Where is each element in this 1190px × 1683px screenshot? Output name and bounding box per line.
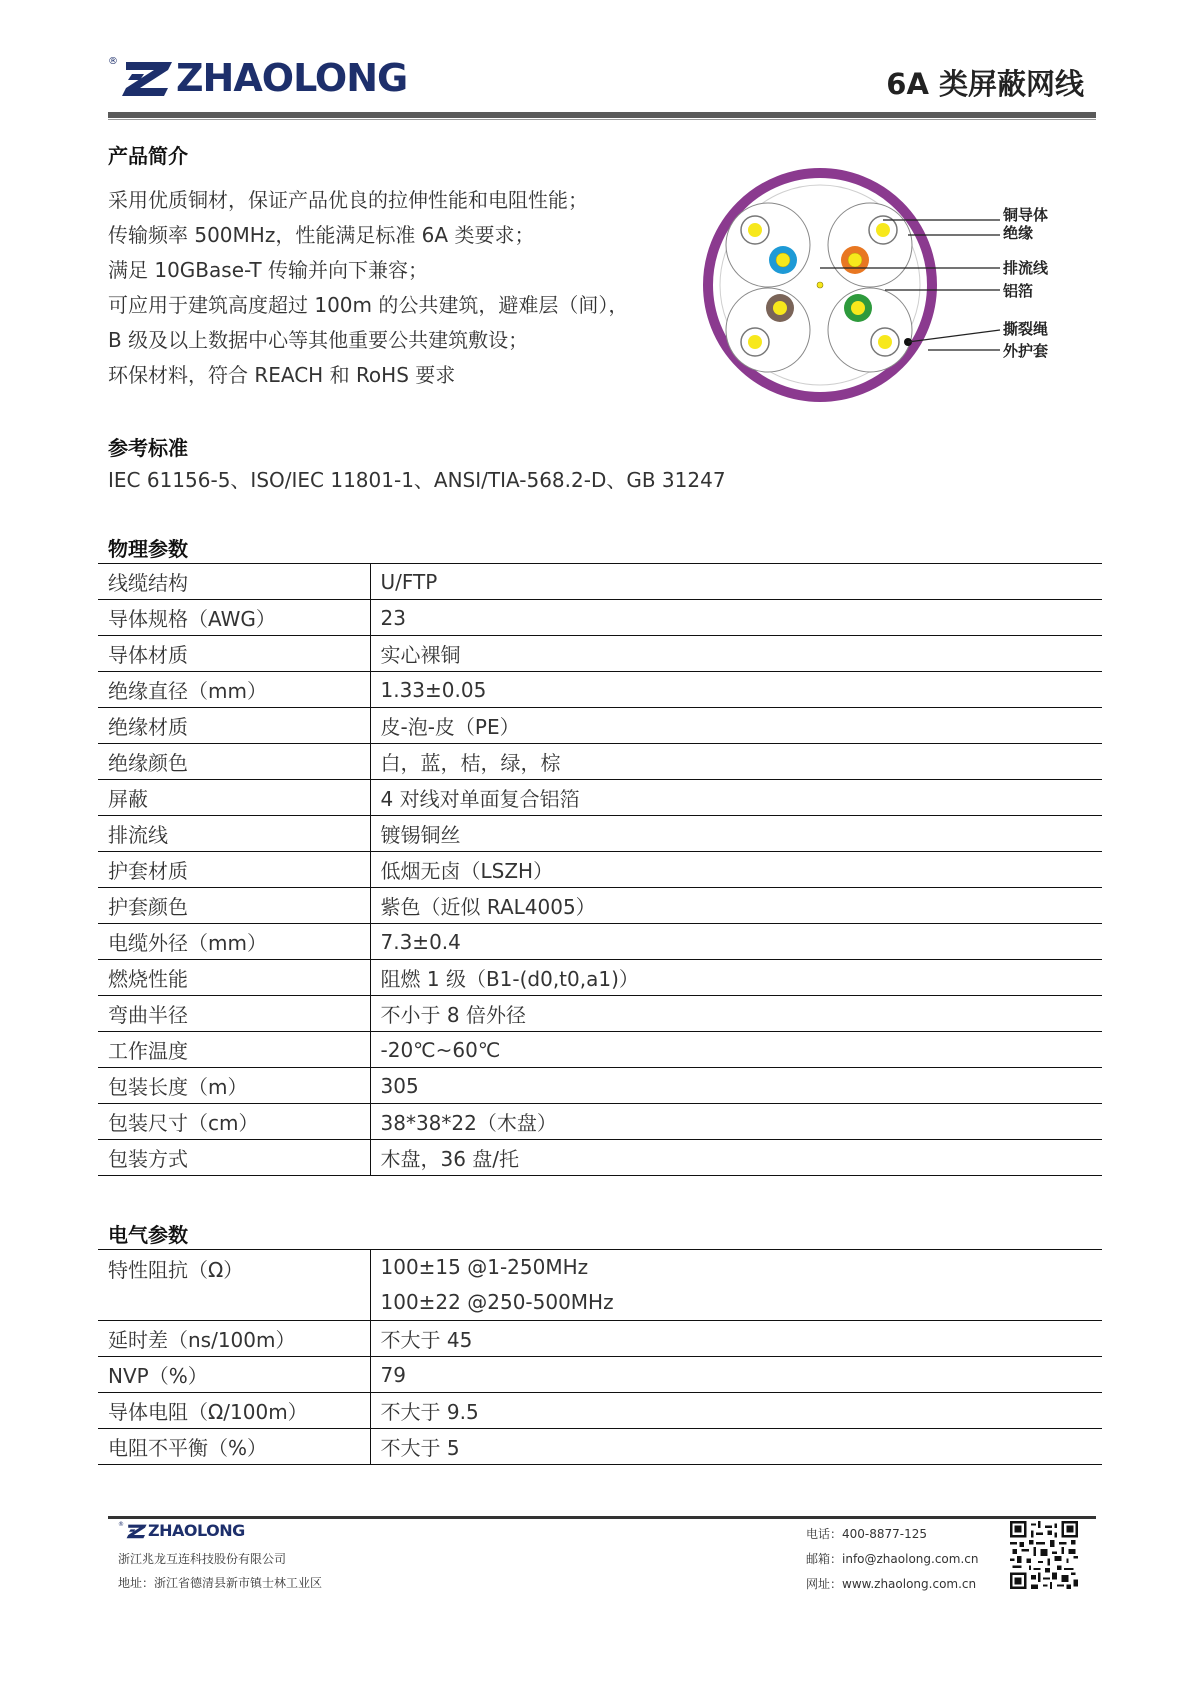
footer-phone: 电话：400-8877-125 [806, 1527, 928, 1541]
table-row [98, 636, 1102, 672]
page-header [108, 48, 1098, 118]
footer-logo [118, 1521, 245, 1540]
registered-mark: ® [118, 1521, 124, 1528]
param-value: 7.3±0.4 [370, 924, 1102, 960]
param-value: 白，蓝，桔，绿，棕 [370, 744, 1102, 780]
brand-name: ZHAOLONG [176, 56, 408, 100]
footer-website[interactable]: 网址：www.zhaolong.com.cn [806, 1577, 977, 1591]
label-insulation: 绝缘 [1003, 224, 1034, 242]
table-row [98, 1068, 1102, 1104]
table-row [98, 1393, 1102, 1429]
param-value: 23 [370, 600, 1102, 636]
label-jacket: 外护套 [1003, 342, 1049, 360]
label-foil: 铝箔 [1003, 282, 1034, 300]
intro-line: 环保材料，符合 REACH 和 RoHS 要求 [108, 363, 456, 387]
standards-text: IEC 61156-5、ISO/IEC 11801-1、ANSI/TIA-568.2-D、GB 31247 [108, 468, 726, 492]
electrical-title: 电气参数 [108, 1223, 188, 1247]
table-row [98, 1357, 1102, 1393]
param-key: 绝缘颜色 [98, 744, 370, 780]
param-key: 燃烧性能 [98, 960, 370, 996]
intro-line: B 级及以上数据中心等其他重要公共建筑敷设； [108, 328, 529, 352]
param-value: 皮-泡-皮（PE） [370, 708, 1102, 744]
param-value-line: 100±22 @250-500MHz [380, 1290, 614, 1314]
param-key: 包装长度（m） [98, 1068, 370, 1104]
param-key: 工作温度 [98, 1032, 370, 1068]
pair-brown [726, 288, 810, 372]
physical-title: 物理参数 [108, 537, 188, 561]
header-rule [108, 112, 1096, 118]
registered-mark: ® [108, 56, 118, 67]
param-key: NVP（%） [98, 1357, 370, 1393]
param-key: 包装尺寸（cm） [98, 1104, 370, 1140]
intro-line: 满足 10GBase-T 传输并向下兼容； [108, 258, 428, 282]
header-rule-thin [108, 119, 1096, 120]
table-row [98, 1104, 1102, 1140]
table-row [98, 1140, 1102, 1176]
param-value: 紫色（近似 RAL4005） [370, 888, 1102, 924]
qr-code-icon [1010, 1521, 1078, 1589]
pair-orange [828, 203, 912, 287]
param-value: 4 对线对单面复合铝箔 [370, 780, 1102, 816]
param-key: 护套材质 [98, 852, 370, 888]
param-key: 延时差（ns/100m） [98, 1321, 370, 1357]
param-value: 实心裸铜 [370, 636, 1102, 672]
footer-brand-name: ZHAOLONG [148, 1521, 245, 1540]
param-value: 不大于 9.5 [370, 1393, 1102, 1429]
table-row [98, 744, 1102, 780]
cable-cross-section-diagram [700, 160, 1080, 410]
footer-address: 地址：浙江省德清县新市镇士林工业区 [118, 1576, 323, 1590]
footer-rule [108, 1516, 1096, 1519]
document-title: 6A 类屏蔽网线 [886, 67, 1084, 101]
param-value: 不大于 45 [370, 1321, 1102, 1357]
param-key: 绝缘直径（mm） [98, 672, 370, 708]
intro-title: 产品简介 [108, 144, 188, 168]
footer-company: 浙江兆龙互连科技股份有限公司 [118, 1552, 287, 1566]
param-key: 特性阻抗（Ω） [98, 1250, 370, 1321]
intro-line: 可应用于建筑高度超过 100m 的公共建筑，避难层（间）， [108, 293, 629, 317]
table-row [98, 1250, 1102, 1321]
brand-logo [108, 56, 407, 100]
param-value: 阻燃 1 级（B1-(d0,t0,a1)） [370, 960, 1102, 996]
footer-email[interactable]: 邮箱：info@zhaolong.com.cn [806, 1552, 979, 1566]
param-value: 不大于 5 [370, 1429, 1102, 1465]
param-key: 排流线 [98, 816, 370, 852]
table-row [98, 780, 1102, 816]
table-row [98, 960, 1102, 996]
param-value: 镀锡铜丝 [370, 816, 1102, 852]
label-ripcord: 撕裂绳 [1003, 320, 1049, 338]
param-value: 1.33±0.05 [370, 672, 1102, 708]
table-row [98, 600, 1102, 636]
param-value: 不小于 8 倍外径 [370, 996, 1102, 1032]
label-drain: 排流线 [1003, 259, 1049, 277]
table-row [98, 708, 1102, 744]
footer-contact [806, 1522, 978, 1597]
table-row [98, 564, 1102, 600]
param-key: 线缆结构 [98, 564, 370, 600]
param-key: 导体电阻（Ω/100m） [98, 1393, 370, 1429]
param-value [370, 1250, 1102, 1321]
param-key: 屏蔽 [98, 780, 370, 816]
param-value: U/FTP [370, 564, 1102, 600]
zhaolong-z-icon [126, 1523, 148, 1539]
table-row [98, 996, 1102, 1032]
param-value: -20℃~60℃ [370, 1032, 1102, 1068]
param-value: 38*38*22（木盘） [370, 1104, 1102, 1140]
table-row [98, 852, 1102, 888]
intro-line: 传输频率 500MHz，性能满足标准 6A 类要求； [108, 223, 535, 247]
table-row [98, 924, 1102, 960]
param-key: 包装方式 [98, 1140, 370, 1176]
param-key: 绝缘材质 [98, 708, 370, 744]
param-key: 护套颜色 [98, 888, 370, 924]
electrical-params-table [98, 1249, 1102, 1465]
table-row [98, 888, 1102, 924]
pair-green [828, 288, 912, 372]
intro-line: 采用优质铜材，保证产品优良的拉伸性能和电阻性能； [108, 188, 588, 212]
param-key: 电缆外径（mm） [98, 924, 370, 960]
param-key: 导体材质 [98, 636, 370, 672]
physical-params-table [98, 563, 1102, 1176]
param-key: 弯曲半径 [98, 996, 370, 1032]
drain-wire [817, 282, 823, 288]
label-conductor: 铜导体 [1003, 206, 1049, 224]
table-row [98, 672, 1102, 708]
table-row [98, 1429, 1102, 1465]
param-value: 79 [370, 1357, 1102, 1393]
param-value: 305 [370, 1068, 1102, 1104]
zhaolong-z-icon [122, 58, 174, 98]
param-value-line: 100±15 @1-250MHz [380, 1255, 589, 1279]
intro-text [108, 183, 708, 393]
param-key: 导体规格（AWG） [98, 600, 370, 636]
table-row [98, 1321, 1102, 1357]
standards-title: 参考标准 [108, 436, 188, 460]
table-row [98, 816, 1102, 852]
param-value: 木盘，36 盘/托 [370, 1140, 1102, 1176]
param-value: 低烟无卤（LSZH） [370, 852, 1102, 888]
pair-blue [726, 203, 810, 287]
table-row [98, 1032, 1102, 1068]
param-key: 电阻不平衡（%） [98, 1429, 370, 1465]
